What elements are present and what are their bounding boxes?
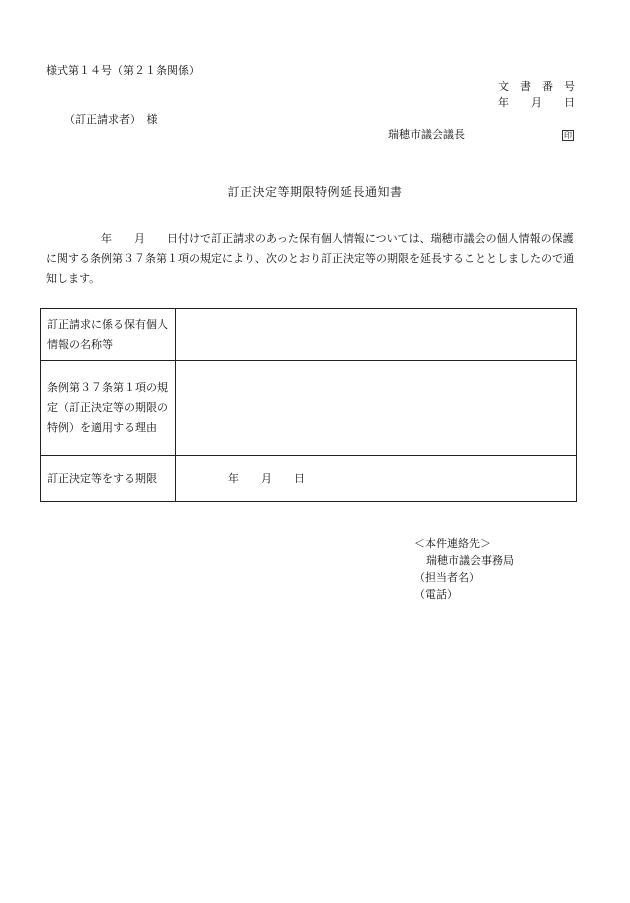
seal-mark: 印	[564, 131, 572, 140]
form-number: 様式第１４号（第２１条関係）	[46, 64, 200, 77]
sender-label: 瑞穂市議会議長	[388, 128, 465, 141]
issue-date: 年 月 日	[498, 96, 575, 109]
document-title: 訂正決定等期限特例延長通知書	[227, 185, 403, 199]
table-row	[41, 309, 577, 361]
table-label-deadline: 訂正決定等をする期限	[41, 456, 176, 502]
notice-paragraph: 年 月 日付けで訂正請求のあった保有個人情報については、瑞穂市議会の個人情報の保護に関する条例第３７条第１項の規定により、次のとおり訂正決定等の期限を延長することとしましたので通知します。	[46, 232, 574, 285]
contact-phone: （電話）	[414, 588, 458, 601]
contact-block	[414, 535, 514, 603]
table-row	[41, 361, 577, 456]
contact-office: 瑞穂市議会事務局	[426, 554, 514, 567]
table-value-reason	[176, 361, 577, 456]
document-number: 文 書 番 号	[498, 80, 575, 93]
contact-person: （担当者名）	[414, 571, 480, 584]
recipient-label: （訂正請求者） 様	[64, 113, 158, 126]
table-row	[41, 456, 577, 502]
table-label-reason: 条例第３７条第１項の規定（訂正決定等の期限の特例）を適用する理由	[41, 361, 176, 456]
details-table	[40, 308, 577, 502]
table-value-deadline: 年 月 日	[176, 456, 577, 502]
table-value-info-name	[176, 309, 577, 361]
table-label-info-name: 訂正請求に係る保有個人情報の名称等	[41, 309, 176, 361]
sender-name	[388, 128, 574, 142]
contact-heading: ＜本件連絡先＞	[414, 537, 491, 550]
